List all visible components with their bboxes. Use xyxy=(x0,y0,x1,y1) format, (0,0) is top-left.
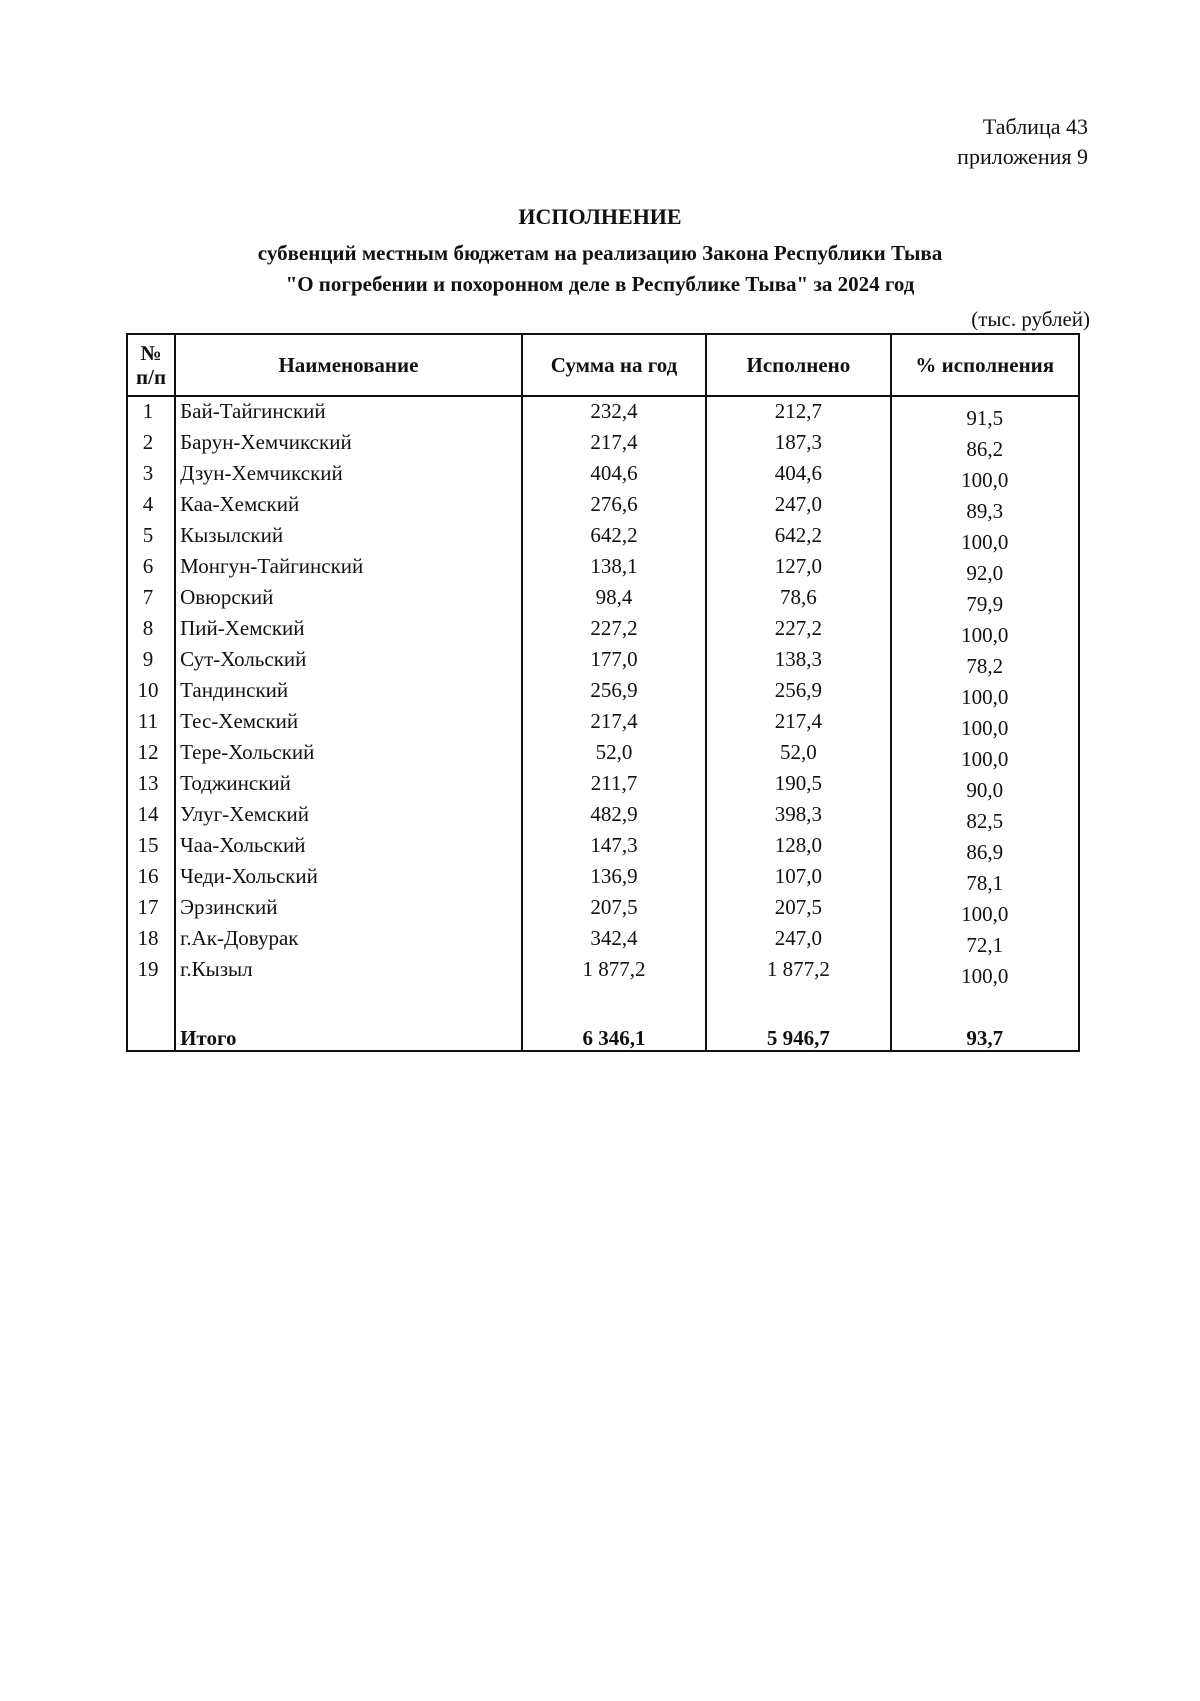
table-row xyxy=(127,957,1079,988)
row-percent: 86,9 xyxy=(891,833,1079,864)
row-number: 7 xyxy=(127,585,175,616)
row-percent: 72,1 xyxy=(891,926,1079,957)
header-number: № п/п xyxy=(127,334,175,396)
row-done: 52,0 xyxy=(706,740,890,771)
row-number: 18 xyxy=(127,926,175,957)
row-done: 256,9 xyxy=(706,678,890,709)
row-name: Улуг-Хемский xyxy=(175,802,522,833)
units-label: (тыс. рублей) xyxy=(971,307,1090,331)
row-sum: 256,9 xyxy=(522,678,706,709)
row-sum: 482,9 xyxy=(522,802,706,833)
table-row xyxy=(127,430,1079,461)
row-sum: 147,3 xyxy=(522,833,706,864)
row-name: Дзун-Хемчикский xyxy=(175,461,522,492)
header-name: Наименование xyxy=(175,334,522,396)
row-name: Пий-Хемский xyxy=(175,616,522,647)
table-row xyxy=(127,833,1079,864)
row-percent: 100,0 xyxy=(891,740,1079,771)
total-label: Итого xyxy=(175,1018,522,1051)
row-percent: 78,1 xyxy=(891,864,1079,895)
row-name: Тере-Хольский xyxy=(175,740,522,771)
table-row xyxy=(127,740,1079,771)
table-row xyxy=(127,523,1079,554)
row-name: Овюрский xyxy=(175,585,522,616)
row-percent: 82,5 xyxy=(891,802,1079,833)
row-number: 17 xyxy=(127,895,175,926)
row-done: 247,0 xyxy=(706,492,890,523)
row-sum: 276,6 xyxy=(522,492,706,523)
row-percent: 100,0 xyxy=(891,895,1079,926)
row-sum: 404,6 xyxy=(522,461,706,492)
row-done: 187,3 xyxy=(706,430,890,461)
row-done: 247,0 xyxy=(706,926,890,957)
spacer-row xyxy=(127,988,1079,1018)
table-row xyxy=(127,585,1079,616)
table-header-row xyxy=(127,334,1079,396)
row-percent: 79,9 xyxy=(891,585,1079,616)
row-number: 13 xyxy=(127,771,175,802)
total-percent: 93,7 xyxy=(891,1018,1079,1051)
row-sum: 232,4 xyxy=(522,396,706,430)
row-number: 6 xyxy=(127,554,175,585)
table-row xyxy=(127,802,1079,833)
row-sum: 136,9 xyxy=(522,864,706,895)
table-row xyxy=(127,647,1079,678)
row-sum: 642,2 xyxy=(522,523,706,554)
row-sum: 1 877,2 xyxy=(522,957,706,988)
row-name: Каа-Хемский xyxy=(175,492,522,523)
table-row xyxy=(127,771,1079,802)
row-done: 78,6 xyxy=(706,585,890,616)
table-row xyxy=(127,461,1079,492)
document-subtitle xyxy=(0,238,1200,300)
header-percent: % исполнения xyxy=(891,334,1079,396)
row-number: 11 xyxy=(127,709,175,740)
row-done: 138,3 xyxy=(706,647,890,678)
row-number: 9 xyxy=(127,647,175,678)
row-percent: 100,0 xyxy=(891,709,1079,740)
row-name: Бай-Тайгинский xyxy=(175,396,522,430)
row-done: 127,0 xyxy=(706,554,890,585)
row-number: 3 xyxy=(127,461,175,492)
row-sum: 342,4 xyxy=(522,926,706,957)
row-number: 2 xyxy=(127,430,175,461)
row-number: 14 xyxy=(127,802,175,833)
table-row xyxy=(127,864,1079,895)
appendix-number: приложения 9 xyxy=(957,144,1088,169)
row-sum: 217,4 xyxy=(522,709,706,740)
row-percent: 90,0 xyxy=(891,771,1079,802)
row-sum: 227,2 xyxy=(522,616,706,647)
total-number-cell xyxy=(127,1018,175,1051)
table-reference xyxy=(957,112,1088,172)
row-number: 1 xyxy=(127,396,175,430)
row-percent: 100,0 xyxy=(891,957,1079,988)
row-number: 15 xyxy=(127,833,175,864)
row-name: Сут-Хольский xyxy=(175,647,522,678)
table-row xyxy=(127,616,1079,647)
subtitle-line-1: субвенций местным бюджетам на реализацию Закона Республики Тыва xyxy=(257,241,943,265)
subtitle-line-2: "О погребении и похоронном деле в Республике Тыва" за 2024 год xyxy=(285,272,915,296)
table-row xyxy=(127,709,1079,740)
total-row xyxy=(127,1018,1079,1051)
table-row xyxy=(127,554,1079,585)
row-name: Монгун-Тайгинский xyxy=(175,554,522,585)
row-percent: 89,3 xyxy=(891,492,1079,523)
row-name: Барун-Хемчикский xyxy=(175,430,522,461)
row-number: 19 xyxy=(127,957,175,988)
table-row xyxy=(127,396,1079,430)
row-number: 10 xyxy=(127,678,175,709)
row-done: 404,6 xyxy=(706,461,890,492)
row-percent: 100,0 xyxy=(891,678,1079,709)
subvention-table xyxy=(126,333,1080,1052)
row-name: Тоджинский xyxy=(175,771,522,802)
row-number: 5 xyxy=(127,523,175,554)
header-done: Исполнено xyxy=(706,334,890,396)
row-done: 1 877,2 xyxy=(706,957,890,988)
row-percent: 100,0 xyxy=(891,461,1079,492)
total-done: 5 946,7 xyxy=(706,1018,890,1051)
row-number: 16 xyxy=(127,864,175,895)
row-name: Чаа-Хольский xyxy=(175,833,522,864)
row-done: 398,3 xyxy=(706,802,890,833)
table-row xyxy=(127,492,1079,523)
row-sum: 177,0 xyxy=(522,647,706,678)
row-done: 212,7 xyxy=(706,396,890,430)
row-name: Кызылский xyxy=(175,523,522,554)
row-done: 207,5 xyxy=(706,895,890,926)
row-name: Чеди-Хольский xyxy=(175,864,522,895)
row-sum: 207,5 xyxy=(522,895,706,926)
row-sum: 138,1 xyxy=(522,554,706,585)
row-done: 190,5 xyxy=(706,771,890,802)
row-percent: 100,0 xyxy=(891,616,1079,647)
row-done: 642,2 xyxy=(706,523,890,554)
row-done: 128,0 xyxy=(706,833,890,864)
row-percent: 91,5 xyxy=(891,396,1079,430)
row-percent: 92,0 xyxy=(891,554,1079,585)
row-percent: 78,2 xyxy=(891,647,1079,678)
row-percent: 86,2 xyxy=(891,430,1079,461)
row-sum: 52,0 xyxy=(522,740,706,771)
row-done: 107,0 xyxy=(706,864,890,895)
row-sum: 217,4 xyxy=(522,430,706,461)
row-name: г.Ак-Довурак xyxy=(175,926,522,957)
table-number: Таблица 43 xyxy=(982,114,1088,139)
row-name: г.Кызыл xyxy=(175,957,522,988)
table-row xyxy=(127,895,1079,926)
row-percent: 100,0 xyxy=(891,523,1079,554)
total-sum: 6 346,1 xyxy=(522,1018,706,1051)
document-title: ИСПОЛНЕНИЕ xyxy=(518,204,682,229)
row-number: 8 xyxy=(127,616,175,647)
row-name: Тандинский xyxy=(175,678,522,709)
row-name: Эрзинский xyxy=(175,895,522,926)
table-row xyxy=(127,678,1079,709)
table-body xyxy=(127,396,1079,1051)
row-sum: 211,7 xyxy=(522,771,706,802)
header-sum: Сумма на год xyxy=(522,334,706,396)
row-sum: 98,4 xyxy=(522,585,706,616)
table-row xyxy=(127,926,1079,957)
row-done: 227,2 xyxy=(706,616,890,647)
row-name: Тес-Хемский xyxy=(175,709,522,740)
row-number: 4 xyxy=(127,492,175,523)
row-number: 12 xyxy=(127,740,175,771)
row-done: 217,4 xyxy=(706,709,890,740)
